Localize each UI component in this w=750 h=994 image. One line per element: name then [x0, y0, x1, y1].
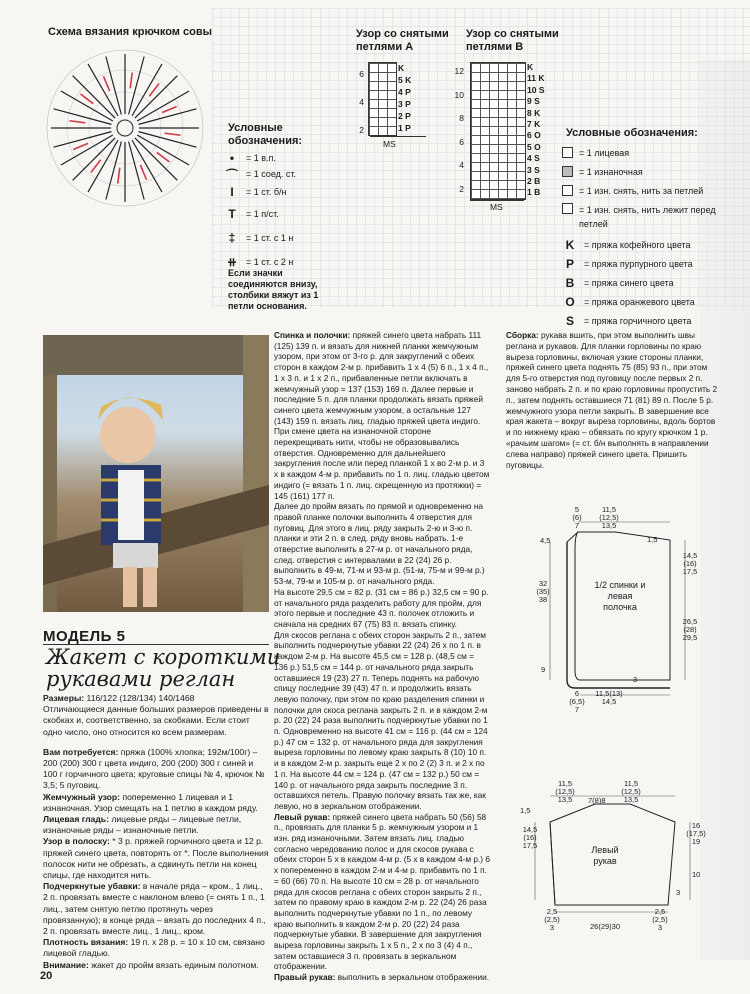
pearl-text: попеременно 1 лицевая и 1 изнаночная. Узор смещать на 1 петлю в каждом ряду.	[43, 791, 258, 813]
row-letter: 11 K	[527, 73, 545, 84]
model-title	[46, 646, 280, 690]
sleeve-dim: 2,5 (2,5) 3	[652, 907, 668, 932]
legend-label: = 1 п/ст.	[246, 209, 279, 219]
materials-label: Вам потребуется:	[43, 746, 119, 757]
row-letter: 3 P	[398, 99, 411, 109]
attention-text: жакет до пройм вязать единым полотном.	[91, 959, 259, 970]
legend-label: = 1 ст. с 2 н	[246, 257, 294, 267]
attention-label: Внимание:	[43, 959, 89, 970]
pattern-b-row-numbers	[450, 60, 464, 201]
red-stitch-stroke	[165, 133, 181, 135]
pattern-a-ms-line	[370, 136, 426, 137]
legend-label: = 1 изн. снять, нить за петлей	[579, 185, 704, 196]
row-number: 6	[459, 136, 464, 147]
pattern-a-grid	[368, 62, 397, 136]
pattern-b-grid	[470, 62, 526, 200]
assembly-text: рукава вшить, при этом выполнить швы реглана и рукавов. Для планки горловины по краю выреза горловины, включая узкие стороны планки, пряжей синего цвета поднять 75 (85) 93 п., при этом для 5-го отверстия под пуговицу после первых 2 п. заново набрать 2 п. и по краю горловины пропустить 2 п., затем поднять оставшиеся 71 (81) 89 п. После 5 р. жемчужного узора петли закрыть. В завершение все края жакета – вокруг выреза горловины, вдоль бортов и по нижнему краю – обвязать по кругу крючком 1 р. «рачьим шагом» (= ст. б/н выполнять в направлении слева направо) пряжей синего цвета. Пришить пуговицы.	[506, 330, 718, 470]
sizes-note: Отличающиеся данные больших размеров приведены в скобках и, соответственно, за скобками. Если стоит одно число, оно относится ко всем размерам.	[43, 704, 269, 737]
legend-symbol: O	[565, 294, 575, 309]
t-symbol-icon: I	[230, 185, 234, 199]
red-stitch-stroke	[69, 121, 85, 123]
owl-chart-note: Если значки соединяются внизу, столбики вяжут из 1 петли основания.	[228, 268, 319, 311]
sleeve-dim: 11,5 (12,5) 13,5	[621, 779, 641, 804]
stripe-text: * 3 р. пряжей горчичного цвета и 12 р. пряжей синего цвета, повторять от *. После выполнения полосок нити не обрезать, а сдвинуть петли на конец спицы, где находится нить.	[43, 836, 269, 881]
legend-label: = пряжа пурпурного цвета	[584, 258, 693, 269]
row-letter: 7 K	[527, 119, 541, 130]
model-label: МОДЕЛЬ 5	[43, 628, 126, 645]
t-two-bar-symbol-icon: ⧺	[226, 255, 238, 269]
red-stitch-stroke	[149, 84, 159, 97]
legend-label: = пряжа синего цвета	[584, 277, 674, 288]
stitch-stroke	[88, 140, 118, 192]
row-number: 12	[454, 66, 464, 76]
pattern-b-ms: MS	[490, 202, 503, 212]
legend-symbol: K	[565, 237, 575, 252]
pattern-b-title: Узор со снятыми петлями B	[466, 28, 559, 53]
left-sleeve-label: Левый рукав:	[274, 811, 331, 822]
body-schematic-label: 1/2 спинки и левая полочка	[594, 580, 646, 612]
sizes-label: Размеры:	[43, 693, 85, 703]
row-letter: 6 O	[527, 130, 541, 141]
row-number: 10	[454, 89, 464, 100]
sleeve-schematic-label: Левый рукав	[591, 845, 619, 866]
stripe-label: Узор в полоску:	[43, 836, 110, 847]
red-stitch-stroke	[157, 152, 170, 162]
legend-label: = 1 изнаночная	[579, 166, 643, 177]
sleeve-dim: 7(8)8	[588, 796, 606, 805]
pattern-a-row-letters	[398, 62, 411, 134]
density-text: 19 п. x 28 р. = 10 x 10 см, связано лицевой гладью.	[43, 937, 265, 959]
row-letter: K	[527, 62, 534, 72]
sleeve-dim: 1,5	[520, 806, 531, 815]
stockinette-text: лицевые ряды – лицевые петли, изнаночные ряды – изнаночные петли.	[43, 814, 242, 836]
density-label: Плотность вязания:	[43, 937, 129, 948]
right-legend-title: Условные обозначения:	[566, 127, 698, 139]
pearl-label: Жемчужный узор:	[43, 791, 121, 802]
red-stitch-stroke	[73, 143, 88, 149]
legend-label: = пряжа оранжевого цвета	[584, 296, 695, 307]
owl-legend-title: Условные обозначения:	[228, 122, 303, 147]
left-sleeve-text: пряжей синего цвета набрать 50 (56) 58 п., провязать для планки 5 р. жемчужным узором и 1 изн. ряд изнаночными. Затем вязать лиц. гладью согласно чередованию полос и для скосов рукава с обеих сторон 5 x в каждом 4-м р. (5 x в каждом 4-м р.) 6 x попеременно в каждом 2-м и 4-м р. прибавить по 1 п. = 60 (66) 70 п. На высоте 10 см = 28 р. от начального ряда для скосов реглана с обеих сторон закрыть 2 п., затем по правому краю в каждом 2-м р. 22 (24) 26 раза выполнить подчеркнутые убавки по 1 п., по левому краю выполнить в каждом 2-м р. 20 (22) 24 раза подчеркнутые убавки. В завершение для закругления выреза горловины закрыть 1 x 5 п., 2 x по 3 (4) 4 п., затем оставшиеся 3 п. провязать в зеркальном отображении.	[274, 811, 490, 972]
legend-label: = 1 в.п.	[246, 153, 276, 163]
purl-box-icon	[562, 166, 573, 177]
row-letter: K	[398, 63, 405, 73]
sleeve-dim: 2,5 (2,5) 3	[544, 907, 560, 932]
pattern-a-title: Узор со снятыми петлями А	[356, 28, 449, 53]
row-letter: 5 K	[398, 75, 412, 85]
legend-symbol: B	[565, 275, 575, 290]
right-sleeve-text: выполнить в зеркальном отображении.	[337, 972, 490, 983]
row-letter: 5 O	[527, 141, 541, 152]
body-dim: 5 (6) 7	[572, 505, 582, 530]
stitch-stroke	[135, 76, 177, 118]
buttonholes-text: Далее до пройм вязать по прямой и одновременно на правой планке полочки выполнить 4 отверстия для пуговиц. Для этого в лиц. ряду закрыть 2-ю и 3-ю п. планки и эти 2 п. в след. ряду вновь набрать. 1-е отверстие выполнить в 27-м р. от начального ряда, след. отверстия с интервалами в 22 (24) 26 р. выполнить в 49-м, 71-м и 93-м р. (51-м, 75-м и 99-м р.) 53-м, 79-м и 105-м р. от начального ряда.	[274, 501, 485, 587]
body-dim: 1,5	[647, 535, 658, 544]
t-one-bar-symbol-icon: ‡	[228, 231, 236, 245]
owl-chart-title: Схема вязания крючком совы	[48, 26, 212, 38]
stitch-stroke	[73, 138, 115, 180]
photo-illustration	[43, 335, 269, 612]
column-right	[506, 330, 720, 470]
stitch-stroke	[132, 140, 162, 192]
sleeve-dim: 3	[676, 888, 681, 897]
red-stitch-stroke	[81, 94, 94, 104]
assembly-label: Сборка:	[506, 330, 539, 340]
legend-label: = 1 ст. с 1 н	[246, 233, 294, 243]
column-left	[43, 693, 269, 971]
legend-symbol: P	[565, 256, 574, 271]
row-number: 2	[359, 125, 364, 135]
stitch-stroke	[61, 91, 113, 121]
body-dim: 11,5(13) 14,5	[595, 689, 623, 706]
stitch-stroke	[137, 135, 189, 165]
pattern-a-ms: MS	[383, 139, 396, 149]
sleeve-dim: 10	[692, 870, 701, 879]
row-number: 6	[359, 69, 364, 79]
row-letter: 4 P	[398, 87, 411, 97]
stitch-stroke	[137, 91, 189, 121]
red-stitch-stroke	[104, 76, 110, 91]
body-label: Спинка и полочки:	[274, 330, 351, 340]
row-letter: 1 B	[527, 187, 541, 198]
row-letter: 4 S	[527, 153, 540, 164]
row-letter: 1 P	[398, 123, 411, 133]
body-dim: 14,5 (16) 17,5	[682, 551, 698, 576]
arc-symbol-icon: ⌒	[225, 167, 238, 182]
legend-symbol: S	[565, 313, 574, 328]
legend-label: = 1 ст. б/н	[246, 187, 287, 197]
slip-back-icon	[562, 185, 573, 196]
t-bar-symbol-icon: T	[228, 207, 236, 221]
body-dim: 26,5 (28) 29,5	[682, 617, 698, 642]
owl-crochet-diagram	[40, 40, 210, 215]
red-stitch-stroke	[140, 165, 146, 180]
sizes-value: 116/122 (128/134) 140/1468	[86, 693, 195, 703]
right-sleeve-label: Правый рукав:	[274, 972, 336, 983]
sleeve-dim: 14,5 (16) 17,5	[522, 825, 538, 850]
pattern-b-ms-line	[470, 200, 524, 201]
page-number: 20	[40, 970, 53, 982]
row-letter: 9 S	[527, 96, 540, 107]
model-title-line: Жакет с короткими	[46, 645, 281, 669]
row-letter: 3 S	[527, 164, 540, 175]
sleeve-dim: 26(29)30	[590, 922, 621, 931]
armhole-text: На высоте 29,5 см = 82 р. (31 см = 86 р.) 32,5 см = 90 р. от начального ряда разделить работу для пройм, для этого первые и последние 43 п. полочек отложить и сначала на средних 67 (75) 83 п. вязать спинку.	[274, 586, 489, 629]
owl-legend	[224, 150, 334, 274]
body-dim: 4,5	[540, 536, 551, 545]
body-dim: 3	[633, 675, 638, 684]
body-dim: 11,5 (12,5) 13,5	[599, 505, 619, 530]
body-dim: 6 (6,5) 7	[569, 689, 585, 714]
pattern-b-row-letters	[527, 62, 545, 199]
row-letter: 2 B	[527, 176, 541, 187]
pattern-a-row-numbers	[352, 60, 364, 144]
legend-label: = пряжа кофейного цвета	[584, 239, 691, 250]
stitch-stroke	[61, 135, 113, 165]
decrease-text: в начале ряда – кром., 1 лиц., 2 п. провязать вместе с наклоном влево (= снять 1 п., 1 лиц., затем снятую петлю протянуть через провязанную); в конце ряда – вязать до последних 4 п., 2 п. провязать вместе лиц., 1 лиц., кром.	[43, 881, 266, 937]
sleeve-dim: 16 (17,5) 19	[686, 821, 706, 846]
legend-label: = 1 изн. снять, нить лежит перед петлей	[579, 205, 716, 229]
right-legend	[562, 143, 732, 330]
slip-front-icon	[562, 203, 573, 214]
red-stitch-stroke	[130, 72, 132, 88]
red-stitch-stroke	[162, 107, 177, 113]
red-stitch-stroke	[91, 160, 101, 173]
dot-symbol-icon: •	[229, 151, 235, 165]
stitch-stroke	[88, 64, 118, 116]
stitch-stroke	[132, 64, 162, 116]
stockinette-label: Лицевая гладь:	[43, 814, 109, 825]
row-number: 4	[459, 160, 464, 170]
model-title-line: рукавами реглан	[46, 667, 236, 691]
stitch-stroke	[73, 76, 115, 118]
decrease-label: Подчеркнутые убавки:	[43, 881, 141, 892]
row-letter: 8 K	[527, 107, 541, 118]
legend-label: = 1 лицевая	[579, 147, 630, 158]
row-number: 4	[359, 97, 364, 107]
raglan-text: Для скосов реглана с обеих сторон закрыть 2 п., затем выполнить подчеркнутые убавки 22 (24) 26 x по 1 п. в каждом 2-м р. На высоте 45,5 см = 128 р. (48,5 см = 136 р.) 51,5 см = 144 р. от начального ряда закрыть оставшиеся 19 (23) 27 п. Теперь поднять на рабочую спицу последние 39 (43) 47 п. и продолжить вязать левую полочку, при этом по краю разделения спинки и полочки для скоса реглана закрыть 2 п. и в каждом 2-м р. 20 (22) 24 раза выполнить подчеркнутые убавки по 1 п. Одновременно на высоте 41 см = 116 р. (44 см = 124 р.) 47 см = 132 р. от начального ряда для закругления выреза горловины по левому краю закрыть 8 (10) 10 п. и в каждом 2-м р. закрыть еще 2 x по 2 (2) 3 п. и 2 x по 1 п. На высоте 44 см = 124 р. (47 см = 132 р.) 50 см = 140 р. от начального ряда закрыть последние 3 п. оставшихся петель. Правую полочку вязать так же, как левую, но в зеркальном отображении.	[274, 629, 488, 811]
sleeve-dim: 11,5 (12,5) 13,5	[555, 779, 575, 804]
legend-label: = 1 соед. ст.	[246, 169, 297, 179]
red-stitch-stroke	[118, 168, 120, 184]
stitch-stroke	[135, 138, 177, 180]
materials-text: пряжа (100% хлопка; 192м/100г) – 200 (200) 300 г цвета индиго, 200 (200) 300 г синей и 100 г горчичного цвета; круговые спицы № 4, крючок № 3,5; 5 пуговиц.	[43, 746, 265, 791]
legend-label: = пряжа горчичного цвета	[584, 315, 692, 326]
body-text: пряжей синего цвета набрать 111 (125) 139 п. и вязать для нижней планки жемчужным узором, при этом от 3-го р. для закруглений с обеих сторон в каждом 2-м р. прибавить 1 x 4 (5) 6 п., 1 x 4 п., 1 x 3 п. и 1 x 2 п., прибавленные петли включать в жемчужный узор = 137 (153) 169 п. Далее первые и последние 5 п. для планки продолжать вязать пряжей синего цвета жемчужным узором, а остальные 127 (143) 159 п. вязать лиц. гладью пряжей цвета индиго. При смене цвета на изнаночной стороне перекрещивать нити, чтобы не образовывались отверстия. Одновременно для дальнейшего закругления после или перед планкой 1 x во 2-м р. и 3 x в каждом 4-м р. прибавить по 1 п. лиц. гладью цветом индиго (= вязать 1 п. лиц. скрещенную из протяжки) = 145 (161) 177 п.	[274, 330, 490, 501]
column-middle	[274, 330, 490, 983]
row-letter: 10 S	[527, 84, 545, 95]
body-dim: 32 (35) 38	[536, 579, 550, 604]
row-number: 8	[459, 113, 464, 123]
knit-box-icon	[562, 147, 573, 158]
model-photo	[43, 335, 269, 612]
row-number: 2	[459, 183, 464, 194]
body-dim: 9	[541, 665, 546, 674]
row-letter: 2 P	[398, 111, 411, 121]
